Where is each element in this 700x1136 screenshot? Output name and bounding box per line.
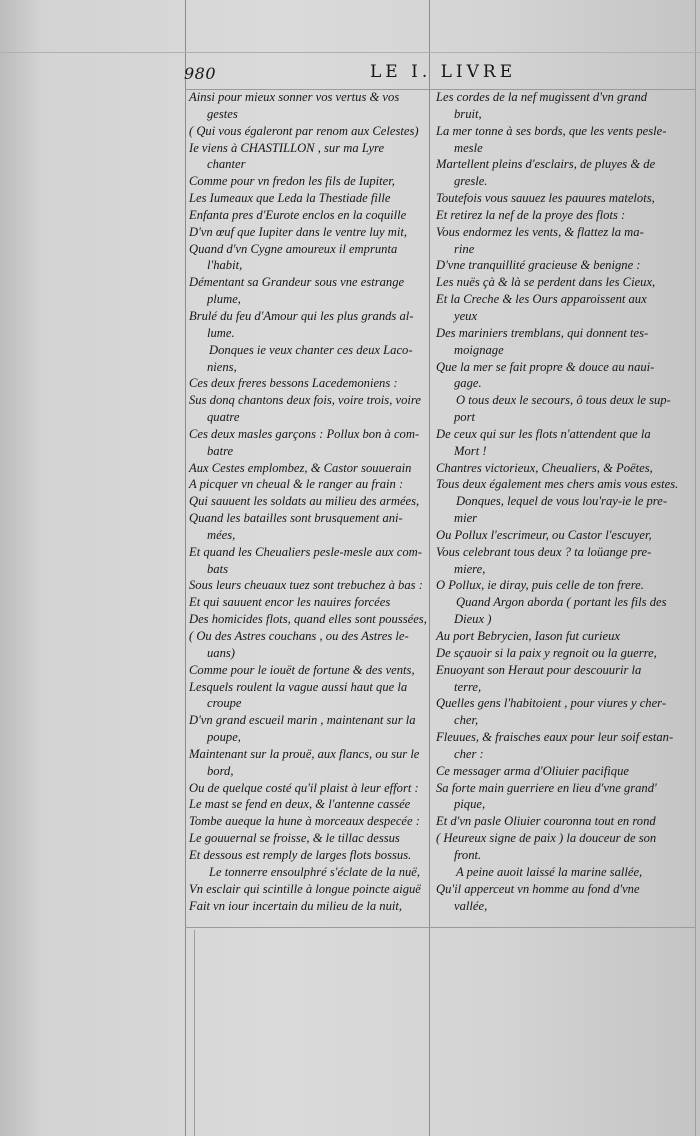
right-text-column	[436, 89, 691, 914]
verse-line: terre,	[454, 679, 482, 694]
left-margin-rule	[185, 0, 186, 1136]
verse-line: miere,	[454, 561, 486, 576]
verse-line: pique,	[454, 797, 486, 812]
verse-line: A peine auoit laissé la marine sallée,	[456, 864, 643, 879]
right-margin-rule	[695, 0, 696, 1136]
verse-line: l'habit,	[207, 258, 243, 273]
verse-line: Dieux )	[454, 612, 492, 627]
verse-line: Et dessous est remply de larges flots bossus.	[189, 847, 412, 862]
verse-line: gage.	[454, 376, 482, 391]
verse-line: mier	[454, 511, 478, 526]
verse-line: mesle	[454, 140, 483, 155]
verse-line: chanter	[207, 157, 246, 172]
verse-line: plume,	[207, 292, 241, 307]
verse-line: Maintenant sur la prouë, aux flancs, ou sur le	[189, 746, 420, 761]
verse-line: gestes	[207, 106, 238, 121]
verse-line: bord,	[207, 763, 234, 778]
verse-line: Et quand les Cheualiers pesle-mesle aux com-	[189, 544, 422, 559]
verse-line: Sa forte main guerriere en lieu d'vne grand'	[436, 780, 657, 795]
verse-line: O tous deux le secours, ô tous deux le sup-	[456, 393, 671, 408]
verse-line: Les cordes de la nef mugissent d'vn grand	[436, 90, 648, 104]
verse-line: bats	[207, 561, 228, 576]
verse-line: Que la mer se fait propre & douce au naui-	[436, 359, 655, 374]
verse-line: Des homicides flots, quand elles sont poussées,	[189, 612, 427, 627]
verse-line: Ou Pollux l'escrimeur, ou Castor l'escuyer,	[436, 527, 652, 542]
verse-line: Fleuues, & fraisches eaux pour leur soif estan-	[436, 730, 674, 745]
verse-line: Ainsi pour mieux sonner vos vertus & vos	[189, 90, 400, 104]
verse-line: cher,	[454, 713, 479, 728]
bottom-rule	[185, 927, 695, 928]
verse-line: Fait vn iour incertain du milieu de la nuit,	[189, 898, 403, 913]
verse-line: Le tonnerre ensoulphré s'éclate de la nuë,	[209, 864, 421, 879]
verse-line: Et d'vn pasle Oliuier couronna tout en rond	[436, 814, 656, 829]
verse-line: Quand Argon aborda ( portant les fils des	[456, 595, 667, 610]
verse-line: Tous deux également mes chers amis vous estes.	[436, 477, 679, 492]
verse-line: quatre	[207, 410, 240, 425]
page-header	[184, 64, 684, 88]
verse-line: moignage	[454, 342, 504, 357]
verse-line: Comme pour vn fredon les fils de Iupiter,	[189, 174, 395, 189]
verse-line: Démentant sa Grandeur sous vne estrange	[189, 275, 405, 290]
verse-line: Comme pour le iouët de fortune & des vents,	[189, 662, 415, 677]
verse-line: A picquer vn cheual & le ranger au frain :	[189, 477, 404, 492]
verse-line: Qu'il apperceut vn homme au fond d'vne	[436, 881, 640, 896]
page-number: 980	[184, 64, 217, 83]
verse-line: Toutefois vous sauuez les pauures matelots,	[436, 191, 655, 206]
verse-line: Vous endormez les vents, & flattez la ma-	[436, 224, 644, 239]
verse-line: Vn esclair qui scintille à longue poincte aiguë	[189, 881, 421, 896]
verse-line: ( Qui vous égaleront par renom aux Celestes)	[189, 123, 419, 138]
verse-line: batre	[207, 443, 234, 458]
verse-line: Brulé du feu d'Amour qui les plus grands al-	[189, 308, 414, 323]
verse-line: Quand d'vn Cygne amoureux il emprunta	[189, 241, 398, 256]
verse-line: Donques ie veux chanter ces deux Laco-	[209, 342, 413, 357]
left-text-column	[189, 89, 427, 914]
column-divider-rule	[429, 0, 430, 1136]
verse-line: yeux	[454, 308, 478, 323]
verse-line: niens,	[207, 359, 237, 374]
verse-line: Enfanta pres d'Eurote enclos en la coquille	[189, 207, 407, 222]
verse-line: O Pollux, ie diray, puis celle de ton frere.	[436, 578, 644, 593]
verse-line: Sous leurs cheuaux tuez sont trebuchez à bas :	[189, 578, 423, 593]
verse-line: rine	[454, 241, 475, 256]
top-rule	[0, 52, 700, 53]
verse-line: Mort !	[454, 443, 487, 458]
verse-line: Et retirez la nef de la proye des flots :	[436, 207, 626, 222]
verse-line: De ceux qui sur les flots n'attendent que la	[436, 426, 651, 441]
verse-line: Quand les batailles sont brusquement ani-	[189, 511, 403, 526]
verse-line: Le mast se fend en deux, & l'antenne cassée	[189, 797, 411, 812]
verse-line: Des mariniers tremblans, qui donnent tes-	[436, 325, 649, 340]
verse-line: D'vn œuf que Iupiter dans le ventre luy mit,	[189, 224, 408, 239]
verse-line: vallée,	[454, 898, 488, 913]
verse-line: ( Heureux signe de paix ) la douceur de son	[436, 831, 657, 846]
outer-margin-rule	[194, 930, 195, 1136]
verse-line: Lesquels roulent la vague aussi haut que la	[189, 679, 408, 694]
verse-line: De sçauoir si la paix y regnoit ou la guerre,	[436, 645, 657, 660]
verse-line: lume.	[207, 325, 235, 340]
verse-line: Ces deux freres bessons Lacedemoniens :	[189, 376, 398, 391]
verse-line: front.	[454, 847, 482, 862]
verse-line: Ou de quelque costé qu'il plaist à leur effort :	[189, 780, 419, 795]
verse-line: Vous celebrant tous deux ? ta loüange pre-	[436, 544, 652, 559]
verse-line: Tombe aueque la hune à morceaux despecée :	[189, 814, 420, 829]
verse-line: croupe	[207, 696, 242, 711]
verse-line: Enuoyant son Heraut pour descouurir la	[436, 662, 642, 677]
verse-line: Et la Creche & les Ours apparoissent aux	[436, 292, 647, 307]
verse-line: Et qui sauuent encor les nauires forcées	[189, 595, 391, 610]
verse-line: Aux Cestes emplombez, & Castor souuerain	[189, 460, 412, 475]
verse-line: Au port Bebrycien, Iason fut curieux	[436, 629, 620, 643]
verse-line: ( Ou des Astres couchans , ou des Astres le-	[189, 629, 409, 643]
verse-line: port	[454, 410, 475, 425]
verse-line: D'vne tranquillité gracieuse & benigne :	[436, 258, 641, 273]
verse-line: D'vn grand escueil marin , maintenant sur la	[189, 713, 416, 728]
verse-line: bruit,	[454, 106, 482, 121]
verse-line: Quelles gens l'habitoient , pour viures y cher-	[436, 696, 667, 711]
verse-line: La mer tonne à ses bords, que les vents pesle-	[436, 123, 667, 138]
verse-line: Les nuës çà & là se perdent dans les Cieux,	[436, 275, 656, 290]
verse-line: cher :	[454, 746, 484, 761]
running-title: LE I. LIVRE	[370, 62, 517, 82]
verse-line: Sus donq chantons deux fois, voire trois, voire	[189, 393, 421, 408]
verse-line: mées,	[207, 527, 236, 542]
verse-line: Le gouuernal se froisse, & le tillac dessus	[189, 831, 400, 846]
verse-line: Ces deux masles garçons : Pollux bon à com-	[189, 426, 420, 441]
verse-line: Chantres victorieux, Cheualiers, & Poëtes,	[436, 460, 653, 475]
verse-line: Qui sauuent les soldats au milieu des armées,	[189, 494, 420, 509]
verse-line: uans)	[207, 645, 235, 660]
verse-line: Martellent pleins d'esclairs, de pluyes & de	[436, 157, 656, 172]
verse-line: Donques, lequel de vous lou'ray-ie le pre-	[456, 494, 668, 509]
verse-line: Ie viens à CHASTILLON , sur ma Lyre	[189, 140, 385, 155]
verse-line: Les Iumeaux que Leda la Thestiade fille	[189, 191, 391, 206]
verse-line: Ce messager arma d'Oliuier pacifique	[436, 763, 629, 778]
verse-line: gresle.	[454, 174, 488, 189]
verse-line: poupe,	[207, 730, 241, 745]
